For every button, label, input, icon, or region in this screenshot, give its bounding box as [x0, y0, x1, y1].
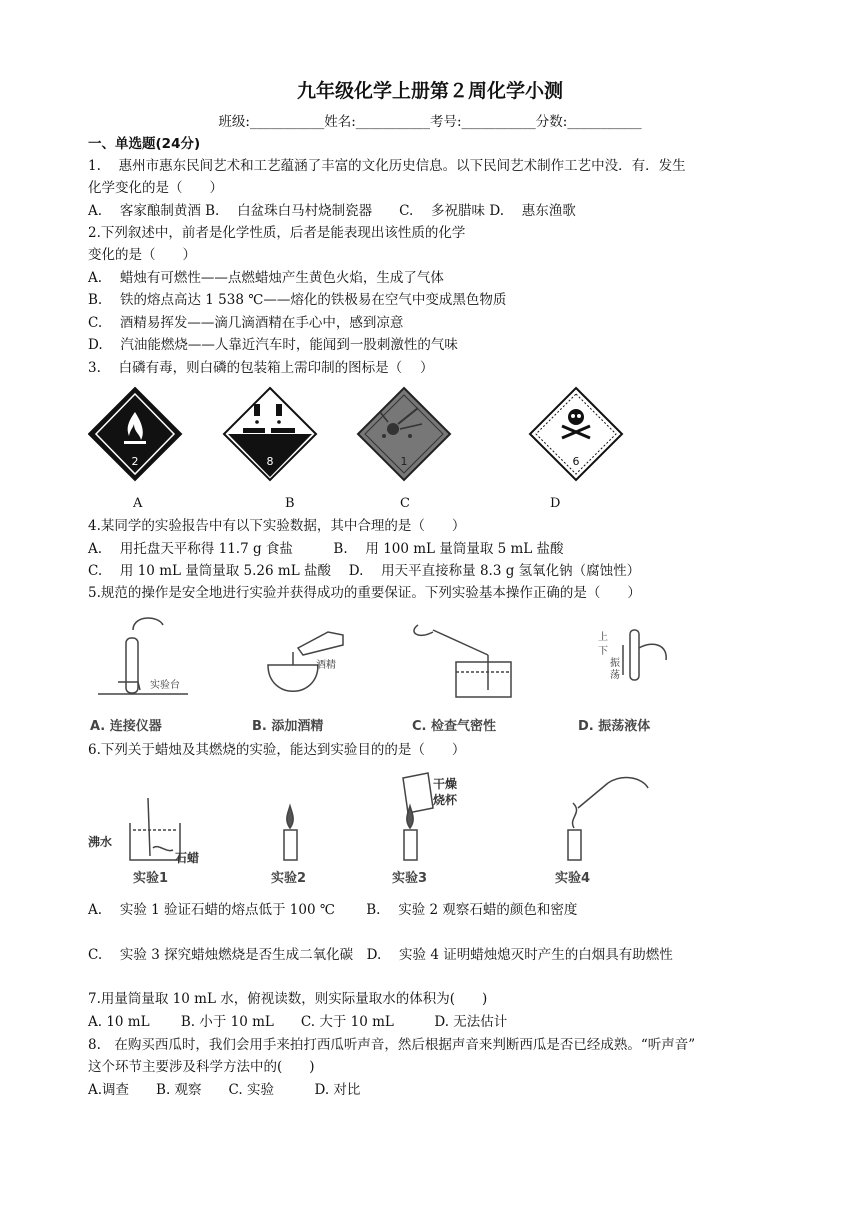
q6-caption-2: 实验2 — [271, 871, 307, 886]
question-8-stem-cont: 这个环节主要涉及科学方法中的( ) — [88, 1059, 315, 1075]
test-tube-shake-icon — [623, 630, 666, 680]
beaker-boiling-water-icon — [130, 798, 180, 860]
sign-number-b: 8 — [266, 455, 274, 468]
candle-smoke-ignite-icon — [568, 778, 648, 860]
student-info-line: 班级:___________姓名:___________考号:___________分数:___________ — [218, 114, 642, 130]
question-3-stem: 3. 白磷有毒，则白磷的包装箱上需印制的图标是（ ） — [88, 360, 434, 376]
wax-label: 石蜡 — [175, 851, 200, 865]
corrosive-sign-icon — [224, 388, 316, 480]
shake-label-2: 下 — [598, 646, 608, 657]
boiling-water-label: 沸水 — [88, 835, 113, 849]
sign-number-a: 2 — [131, 455, 139, 468]
question-5-stem: 5.规范的操作是安全地进行实验并获得成功的重要保证。下列实验基本操作正确的是（ ） — [88, 585, 641, 601]
sign-number-c: 1 — [400, 455, 408, 468]
sign-label-b: B — [285, 496, 295, 511]
lab-operations-figure — [88, 610, 688, 710]
airtightness-check-icon — [414, 625, 511, 697]
question-8-stem: 8. 在购买西瓜时，我们会用手来拍打西瓜听声音，然后根据声音来判断西瓜是否已经成熟。“听声音” — [88, 1037, 696, 1053]
shake-label-3: 振 — [610, 658, 620, 669]
q6-caption-1: 实验1 — [133, 871, 169, 886]
sign-label-c: C — [400, 496, 410, 511]
toxic-sign-icon — [530, 388, 622, 480]
q5-caption-b: B. 添加酒精 — [252, 719, 324, 734]
q6-caption-3: 实验3 — [392, 871, 428, 886]
question-7-options: A. 10 mL B. 小于 10 mL C. 大于 10 mL D. 无法估计 — [88, 1014, 508, 1030]
candle-with-cup-icon — [403, 773, 433, 860]
bench-label: 实验台 — [150, 680, 180, 691]
question-2-option-d: D. 汽油能燃烧——人靠近汽车时，能闻到一股刺激性的气味 — [88, 337, 458, 353]
question-1-options: A. 客家酿制黄酒 B. 白盆珠白马村烧制瓷器 C. 多祝腊味 D. 惠东渔歌 — [88, 203, 576, 219]
candle-icon — [284, 806, 297, 860]
sign-label-d: D — [550, 496, 561, 511]
question-6-stem: 6.下列关于蜡烛及其燃烧的实验，能达到实验目的的是（ ） — [88, 742, 466, 758]
question-2-option-b: B. 铁的熔点高达 1 538 ℃——熔化的铁极易在空气中变成黑色物质 — [88, 292, 507, 308]
q5-caption-d: D. 振荡液体 — [578, 719, 651, 734]
question-1-stem: 1. 惠州市惠东民间艺术和工艺蕴涵了丰富的文化历史信息。以下民间艺术制作工艺中没．有．发生 — [88, 158, 686, 174]
question-4-options-row-2: C. 用 10 mL 量筒量取 5.26 mL 盐酸 D. 用天平直接称量 8.3 g 氢氧化钠（腐蚀性） — [88, 563, 641, 579]
question-8-options: A.调查 B. 观察 C. 实验 D. 对比 — [88, 1082, 361, 1098]
dry-cup-label-2: 烧杯 — [433, 793, 458, 807]
question-2-option-c: C. 酒精易挥发——滴几滴酒精在手心中，感到凉意 — [88, 315, 404, 331]
question-7-stem: 7.用量筒量取 10 mL 水，俯视读数，则实际量取水的体积为( ) — [88, 991, 488, 1007]
q5-caption-a: A. 连接仪器 — [90, 719, 162, 734]
explosive-sign-icon — [358, 388, 450, 480]
shake-label-1: 上 — [598, 632, 608, 643]
alcohol-label: 酒精 — [316, 660, 336, 671]
shake-label-4: 荡 — [610, 670, 620, 681]
question-2-stem-cont: 变化的是（ ） — [88, 247, 196, 263]
question-4-stem: 4.某同学的实验报告中有以下实验数据，其中合理的是（ ） — [88, 518, 466, 534]
sign-number-d: 6 — [572, 455, 580, 468]
question-4-options-row-1: A. 用托盘天平称得 11.7 g 食盐 B. 用 100 mL 量筒量取 5 mL 盐酸 — [88, 541, 564, 557]
sign-label-a: A — [133, 496, 143, 511]
q5-caption-c: C. 检查气密性 — [412, 719, 497, 734]
question-2-option-a: A. 蜡烛有可燃性——点燃蜡烛产生黄色火焰，生成了气体 — [88, 270, 444, 286]
question-2-stem: 2.下列叙述中，前者是化学性质，后者是能表现出该性质的化学 — [88, 225, 466, 241]
page-title: 九年级化学上册第２周化学小测 — [296, 80, 563, 102]
question-1-stem-cont: 化学变化的是（ ） — [88, 180, 223, 196]
candle-experiments-figure — [88, 768, 688, 868]
q6-caption-4: 实验4 — [555, 871, 591, 886]
question-6-options-cd: C. 实验 3 探究蜡烛燃烧是否生成二氧化碳 D. 实验 4 证明蜡烛熄灭时产生的白烟具有助燃性 — [88, 947, 673, 963]
question-6-options-ab: A. 实验 1 验证石蜡的熔点低于 100 ℃ B. 实验 2 观察石蜡的颜色和密度 — [88, 902, 578, 918]
section-heading: 一、单选题(24分) — [88, 136, 201, 152]
flammable-sign-icon — [89, 388, 181, 480]
hazard-signs-figure — [88, 384, 648, 484]
dry-cup-label-1: 干燥 — [433, 777, 458, 791]
